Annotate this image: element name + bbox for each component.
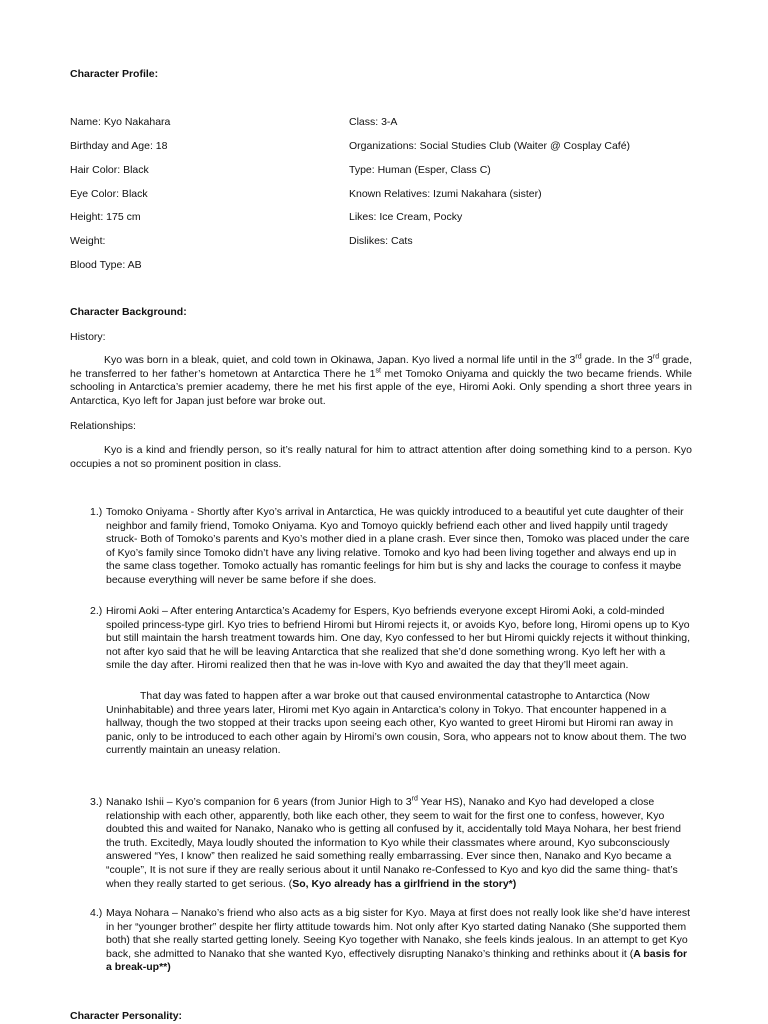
history-paragraph: Kyo was born in a bleak, quiet, and cold town in Okinawa, Japan. Kyo lived a normal life until in the 3rd grade. In the 3rd grade, he transferred to her father’s hometown at Antarctica There he 1st met Tomoko Oniyama and quickly the two became friends. While schooling in Antarctica’s premier academy, there he met his first apple of the eye, Hiromi Aoki. Only spending a short three years in Antarctica, Kyo left for Japan just before war broke out. xyxy=(70,353,692,407)
profile-eye-color: Eye Color: Black xyxy=(70,188,148,200)
list-number: 3.) xyxy=(90,796,103,808)
profile-organizations: Organizations: Social Studies Club (Waiter @ Cosplay Café) xyxy=(349,140,631,152)
profile-weight: Weight: xyxy=(70,235,106,247)
background-heading: Character Background: xyxy=(70,306,187,318)
profile-hair-color: Hair Color: Black xyxy=(70,164,149,176)
list-number: 2.) xyxy=(90,605,103,617)
history-label: History: xyxy=(70,331,106,343)
profile-likes: Likes: Ice Cream, Pocky xyxy=(349,211,463,223)
profile-type: Type: Human (Esper, Class C) xyxy=(349,164,491,176)
profile-class: Class: 3-A xyxy=(349,116,398,128)
bold-note: A basis for a break-up**) xyxy=(106,947,688,974)
profile-dislikes: Dislikes: Cats xyxy=(349,235,413,247)
profile-height: Height: 175 cm xyxy=(70,211,141,223)
relationship-text: Hiromi Aoki – After entering Antarctica’s Academy for Espers, Kyo befriends everyone except Hiromi Aoki, a cold-minded spoiled princess-type girl. Kyo tries to befriend Hiromi but Hiromi rejects it, or avoids Kyo, before long, Hiromi opens up to Kyo but still maintain the harsh treatment towards him. One day, Kyo confessed to her but Hiromi quickly rejects it without thinking, not after kyo said that he will be leaving Antarctica that she realized that she’d done something wrong. Kyo left her with a smile the day after. Hiromi realized then that he was in-love with Kyo and awaited the day that they’ll meet again. xyxy=(106,605,690,672)
bold-note: So, Kyo already has a girlfriend in the story*) xyxy=(292,877,517,890)
relationship-hiromi-continued: That day was fated to happen after a war broke out that caused environmental catastrophe to Antarctica (Now Uninhabitable) and three years later, Hiromi met Kyo again in Antarctica’s colony in Tokyo. That encounter happened in a hallway, though the two stopped at their tracks upon seeing each other, Kyo wanted to greet Hiromi but Hiromi ran away in panic, only to be introduced to each other again by Hiromi’s own cousin, Sora, who appears not to know about them. The two currently maintain an uneasy relation. xyxy=(106,690,687,757)
profile-relatives: Known Relatives: Izumi Nakahara (sister) xyxy=(349,188,542,200)
personality-heading: Character Personality: xyxy=(70,1010,183,1022)
relationships-label: Relationships: xyxy=(70,420,136,432)
profile-blood-type: Blood Type: AB xyxy=(70,259,142,271)
list-number: 1.) xyxy=(90,506,103,518)
list-number: 4.) xyxy=(90,907,103,919)
relationship-text: Nanako Ishii – Kyo’s companion for 6 years (from Junior High to 3rd Year HS), Nanako and Kyo had developed a close relationship with each other, apparently, both like each other, they seem to wait for the first one to confess, however, Kyo doubted this and waited for Nanako, Nanako who is getting all confused by it, accidentally told Maya Nohara, her best friend the truth. Excitedly, Maya loudly shouted the information to Kyo while their classmates where around, Kyo subconsciously answered “Yes, I know” then realized he said something really embarrassing. Ever since then, Nanako and Kyo became a “couple”, It is not sure if they are really serious about it until Nanako re-Confessed to Kyo and kyo did the same thing- that’s when they really started to get serious. (So, Kyo already has a girlfriend in the story*) xyxy=(106,795,681,890)
relationship-text: Tomoko Oniyama - Shortly after Kyo’s arrival in Antarctica, He was quickly introduced to a beautiful yet cute daughter of their neighbor and family friend, Tomoko Oniyama. Kyo and Tomoyo quickly befriend each other and lived happily until tragedy struck- Both of Tomoko’s parents and Kyo’s mother died in a plane crash. Ever since then, Tomoko was placed under the care of Kyo’s family since Tomoko didn’t have any living relative. Tomoko and kyo had been living together and always end up in the same class together. Tomoko actually has romantic feelings for him but is shy and lacks the courage to confess it maybe because everything will never be same before if she does. xyxy=(106,506,690,586)
relationship-text: Maya Nohara – Nanako’s friend who also acts as a big sister for Kyo. Maya at first does not really look like she’d have interest in her “younger brother” despite her flirty attitude towards him. Not only after Kyo started dating Nanako (She supported them both) that she really started getting lonely. Seeing Kyo together with Nanako, she feels kinds jealous. In an attempt to get Kyo back, she admitted to Nanako that she wanted Kyo, effectively disrupting Nanako’s thinking and rethinks about it (A basis for a break-up**) xyxy=(106,907,691,974)
page-title: Character Profile: xyxy=(70,68,159,80)
profile-birthday: Birthday and Age: 18 xyxy=(70,140,168,152)
profile-name: Name: Kyo Nakahara xyxy=(70,116,171,128)
relationships-intro: Kyo is a kind and friendly person, so it’s really natural for him to attract attention after doing something kind to a person. Kyo occupies a not so prominent position in class. xyxy=(70,444,692,470)
